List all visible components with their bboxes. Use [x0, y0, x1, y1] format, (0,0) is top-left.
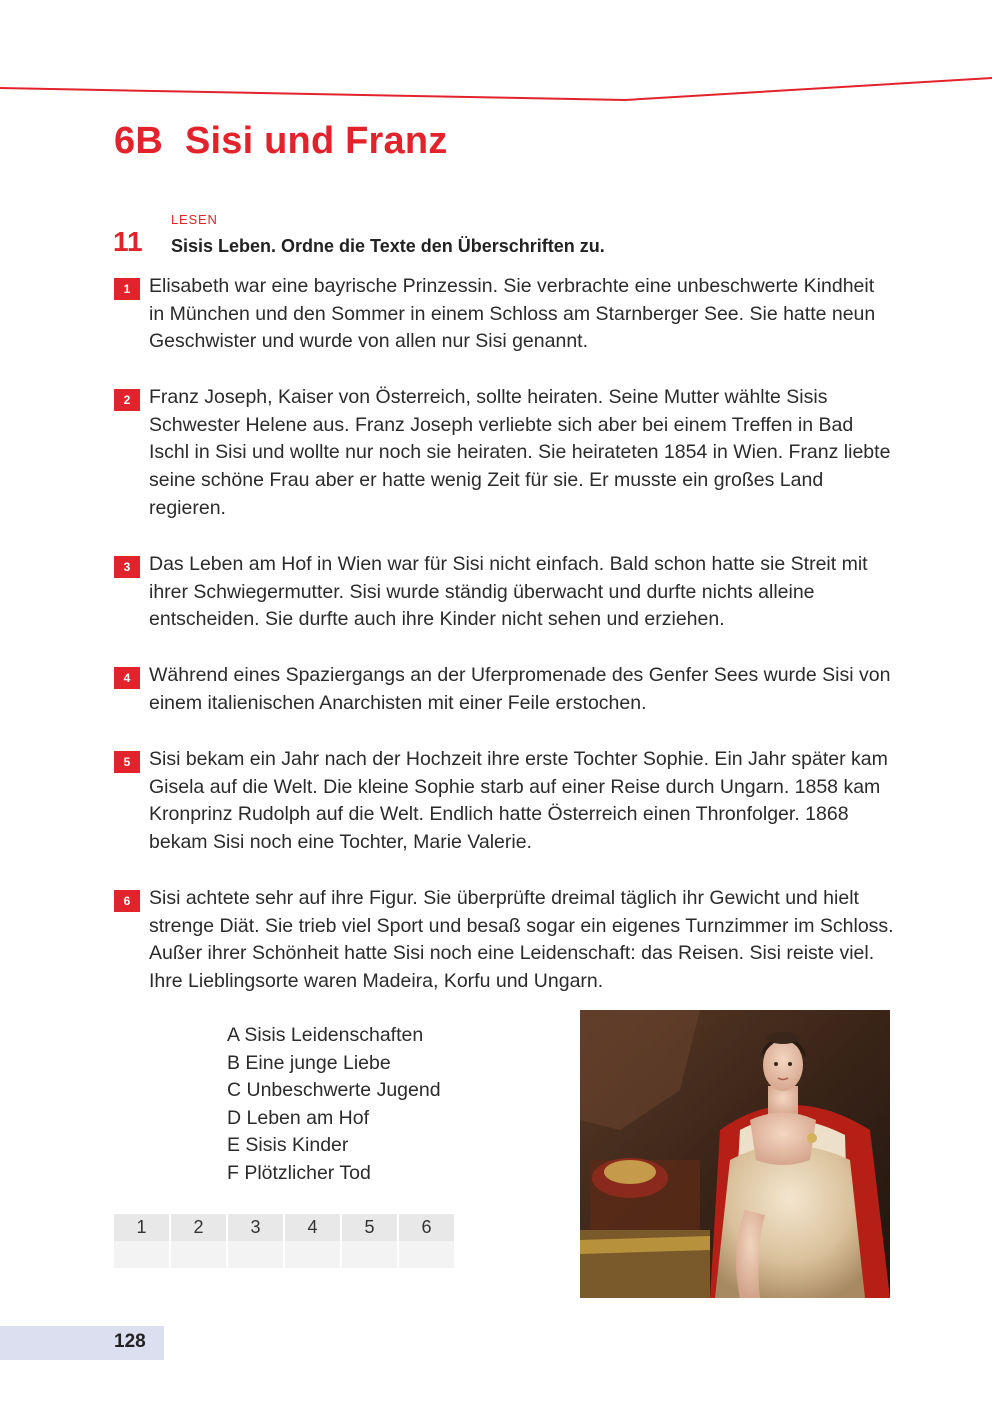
paragraph-number-badge: 4 [114, 667, 140, 689]
answer-cell[interactable] [285, 1241, 342, 1268]
exercise-instruction: Sisis Leben. Ordne die Texte den Überschriften zu. [171, 236, 605, 256]
answer-cell[interactable] [228, 1241, 285, 1268]
answer-cell[interactable] [399, 1241, 456, 1268]
heading-option: B Eine junge Liebe [227, 1051, 391, 1074]
paragraph-number-badge: 3 [114, 556, 140, 578]
headings-list [227, 1022, 441, 1188]
answer-column-header: 1 [114, 1214, 171, 1241]
paragraph-text: Sisi achtete sehr auf ihre Figur. Sie überprüfte dreimal täglich ihr Gewicht und hielt strenge Diät. Sie trieb viel Sport und besaß sogar ein eigenes Turnzimmer im Schloss. Außer ihrer Schönheit hatte Sisi noch eine Leidenschaft: das Reisen. Sisi reiste viel. Ihre Lieblingsorte waren Madeira, Korfu und Ungarn. [149, 887, 894, 993]
heading-option: C Unbeschwerte Jugend [227, 1079, 441, 1102]
paragraph-text: Franz Joseph, Kaiser von Österreich, sollte heiraten. Seine Mutter wählte Sisis Schwester Helene aus. Franz Joseph verliebte sich aber bei einem Treffen in Bad Ischl in Sisi und wollte nur noch sie heiraten. Sie heirateten 1854 in Wien. Franz liebte seine schöne Frau aber er hatte wenig Zeit für sie. Er musste ein großes Land regieren. [149, 386, 891, 519]
text-paragraph [114, 662, 904, 717]
answer-column-header: 3 [228, 1214, 285, 1241]
paragraph-text: Sisi bekam ein Jahr nach der Hochzeit ihre erste Tochter Sophie. Ein Jahr später kam Gisela auf die Welt. Die kleine Sophie starb auf einer Reise durch Ungarn. 1858 kam Kronprinz Rudolph auf die Welt. Endlich hatte Österreich einen Thronfolger. 1868 bekam Sisi noch eine Tochter, Marie Valerie. [149, 748, 888, 854]
paragraph-number-badge: 6 [114, 890, 140, 912]
answer-cell[interactable] [114, 1241, 171, 1268]
chapter-code: 6B [114, 120, 163, 162]
sisi-portrait-image [580, 1010, 890, 1298]
answer-column-header: 6 [399, 1214, 456, 1241]
text-paragraph [114, 384, 904, 523]
paragraph-text: Während eines Spaziergangs an der Uferpromenade des Genfer Sees wurde Sisi von einem italienischen Anarchisten mit einer Feile erstochen. [149, 664, 891, 714]
text-paragraph [114, 551, 904, 634]
heading-option: E Sisis Kinder [227, 1134, 349, 1157]
paragraph-text: Das Leben am Hof in Wien war für Sisi nicht einfach. Bald schon hatte sie Streit mit ihrer Schwiegermutter. Sisi wurde ständig überwacht und durfte nichts alleine entscheiden. Sie durfte auch ihre Kinder nicht sehen und erziehen. [149, 553, 868, 631]
heading-option: D Leben am Hof [227, 1106, 369, 1129]
paragraph-number-badge: 5 [114, 751, 140, 773]
paragraph-number-badge: 2 [114, 389, 140, 411]
text-paragraph [114, 746, 904, 857]
answer-column-header: 4 [285, 1214, 342, 1241]
answer-table-header [114, 1214, 456, 1241]
chapter-title-text: Sisi und Franz [184, 120, 448, 162]
exercise-number: 11 [113, 226, 143, 257]
portrait-painting [580, 1010, 890, 1298]
answer-column-header: 5 [342, 1214, 399, 1241]
heading-option: A Sisis Leidenschaften [227, 1024, 424, 1046]
heading-option: F Plötzlicher Tod [227, 1161, 371, 1184]
answer-column-header: 2 [171, 1214, 228, 1241]
header-divider-line [0, 72, 992, 112]
answer-cell[interactable] [342, 1241, 399, 1268]
paragraph-number-badge: 1 [114, 278, 140, 300]
section-label: LESEN [171, 212, 218, 227]
text-paragraph [114, 885, 904, 996]
text-paragraph [114, 273, 904, 356]
paragraph-text: Elisabeth war eine bayrische Prinzessin. Sie verbrachte eine unbeschwerte Kindheit in München und den Sommer in einem Schloss am Starnberger See. Sie hatte neun Geschwister und wurde von allen nur Sisi genannt. [149, 275, 876, 353]
page-number: 128 [114, 1331, 146, 1352]
chapter-title [114, 120, 447, 163]
answer-table [114, 1214, 456, 1268]
answer-row [114, 1241, 456, 1268]
answer-cell[interactable] [171, 1241, 228, 1268]
